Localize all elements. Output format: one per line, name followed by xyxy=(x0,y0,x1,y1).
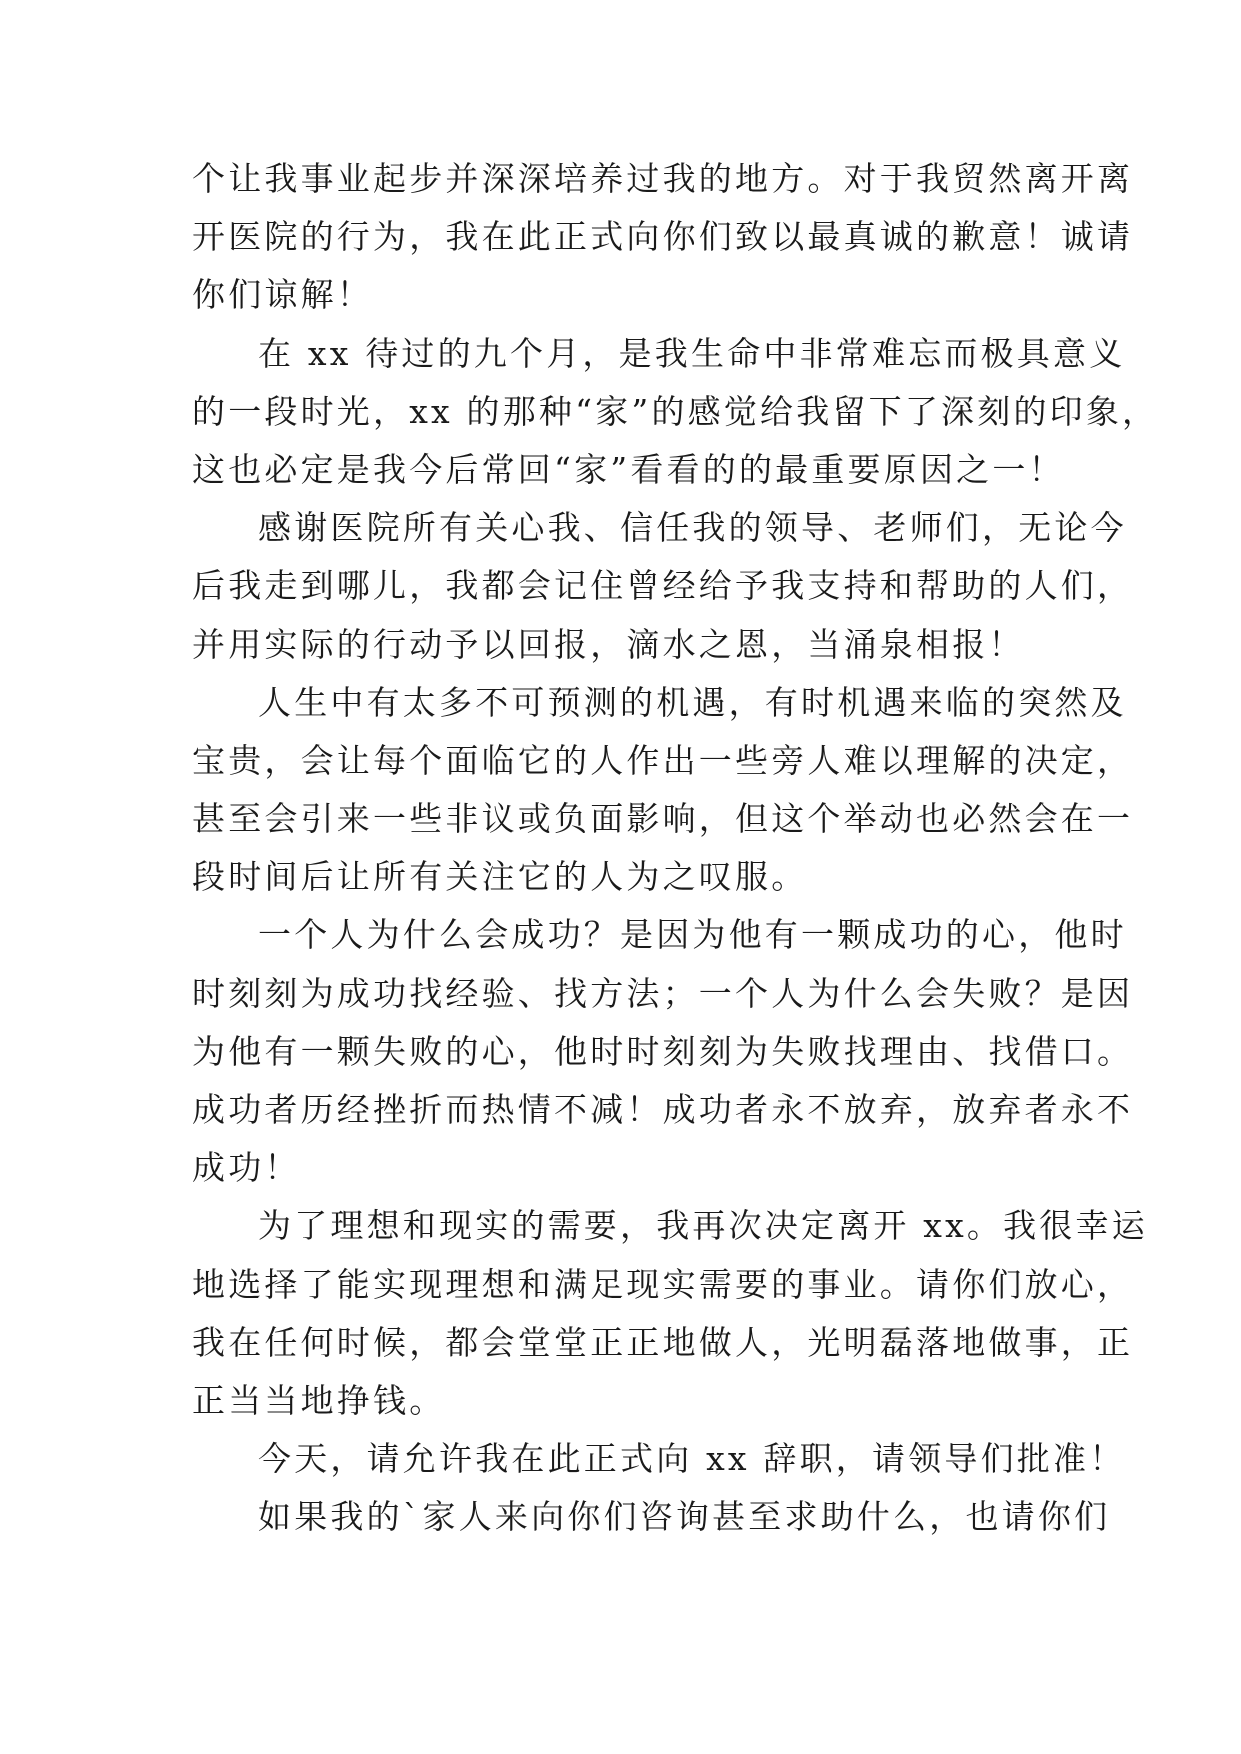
text-line: 的一段时光，xx 的那种“家”的感觉给我留下了深刻的印象， xyxy=(192,391,1159,431)
text-line: 段时间后让所有关注它的人为之叹服。 xyxy=(192,857,808,897)
text-line: 你们谅解！ xyxy=(192,275,373,315)
text-line: 为他有一颗失败的心，他时时刻刻为失败找理由、找借口。 xyxy=(192,1031,1134,1071)
text-line: 地选择了能实现理想和满足现实需要的事业。请你们放心， xyxy=(192,1264,1134,1304)
text-line: 在 xx 待过的九个月，是我生命中非常难忘而极具意义 xyxy=(258,333,1126,373)
text-line: 宝贵，会让每个面临它的人作出一些旁人难以理解的决定， xyxy=(192,740,1134,780)
text-line: 甚至会引来一些非议或负面影响，但这个举动也必然会在一 xyxy=(192,799,1134,839)
text-line: 为了理想和现实的需要，我再次决定离开 xx。我很幸运 xyxy=(258,1206,1148,1246)
text-line: 并用实际的行动予以回报，滴水之恩，当涌泉相报！ xyxy=(192,624,1025,664)
text-line: 今天，请允许我在此正式向 xx 辞职，请领导们批准！ xyxy=(258,1439,1126,1479)
text-line: 个让我事业起步并深深培养过我的地方。对于我贸然离开离 xyxy=(192,159,1134,198)
text-line: 后我走到哪儿，我都会记住曾经给予我支持和帮助的人们， xyxy=(192,566,1134,606)
text-line: 一个人为什么会成功？是因为他有一颗成功的心，他时 xyxy=(258,915,1127,955)
letter-body xyxy=(192,150,1159,1547)
text-line: 这也必定是我今后常回“家”看看的的最重要原因之一！ xyxy=(192,449,1065,489)
text-line: 成功者历经挫折而热情不减！成功者永不放弃，放弃者永不 xyxy=(192,1090,1134,1129)
text-line: 开医院的行为，我在此正式向你们致以最真诚的歉意！诚请 xyxy=(192,217,1134,257)
text-line: 我在任何时候，都会堂堂正正地做人，光明磊落地做事，正 xyxy=(192,1322,1134,1362)
text-line: 正当当地挣钱。 xyxy=(192,1380,446,1420)
text-line: 如果我的`家人来向你们咨询甚至求助什么，也请你们 xyxy=(258,1497,1111,1537)
text-line: 时刻刻为成功找经验、找方法；一个人为什么会失败？是因 xyxy=(192,973,1134,1013)
text-line: 成功！ xyxy=(192,1148,301,1188)
text-line: 感谢医院所有关心我、信任我的领导、老师们，无论今 xyxy=(258,508,1127,548)
text-line: 人生中有太多不可预测的机遇，有时机遇来临的突然及 xyxy=(258,682,1127,722)
